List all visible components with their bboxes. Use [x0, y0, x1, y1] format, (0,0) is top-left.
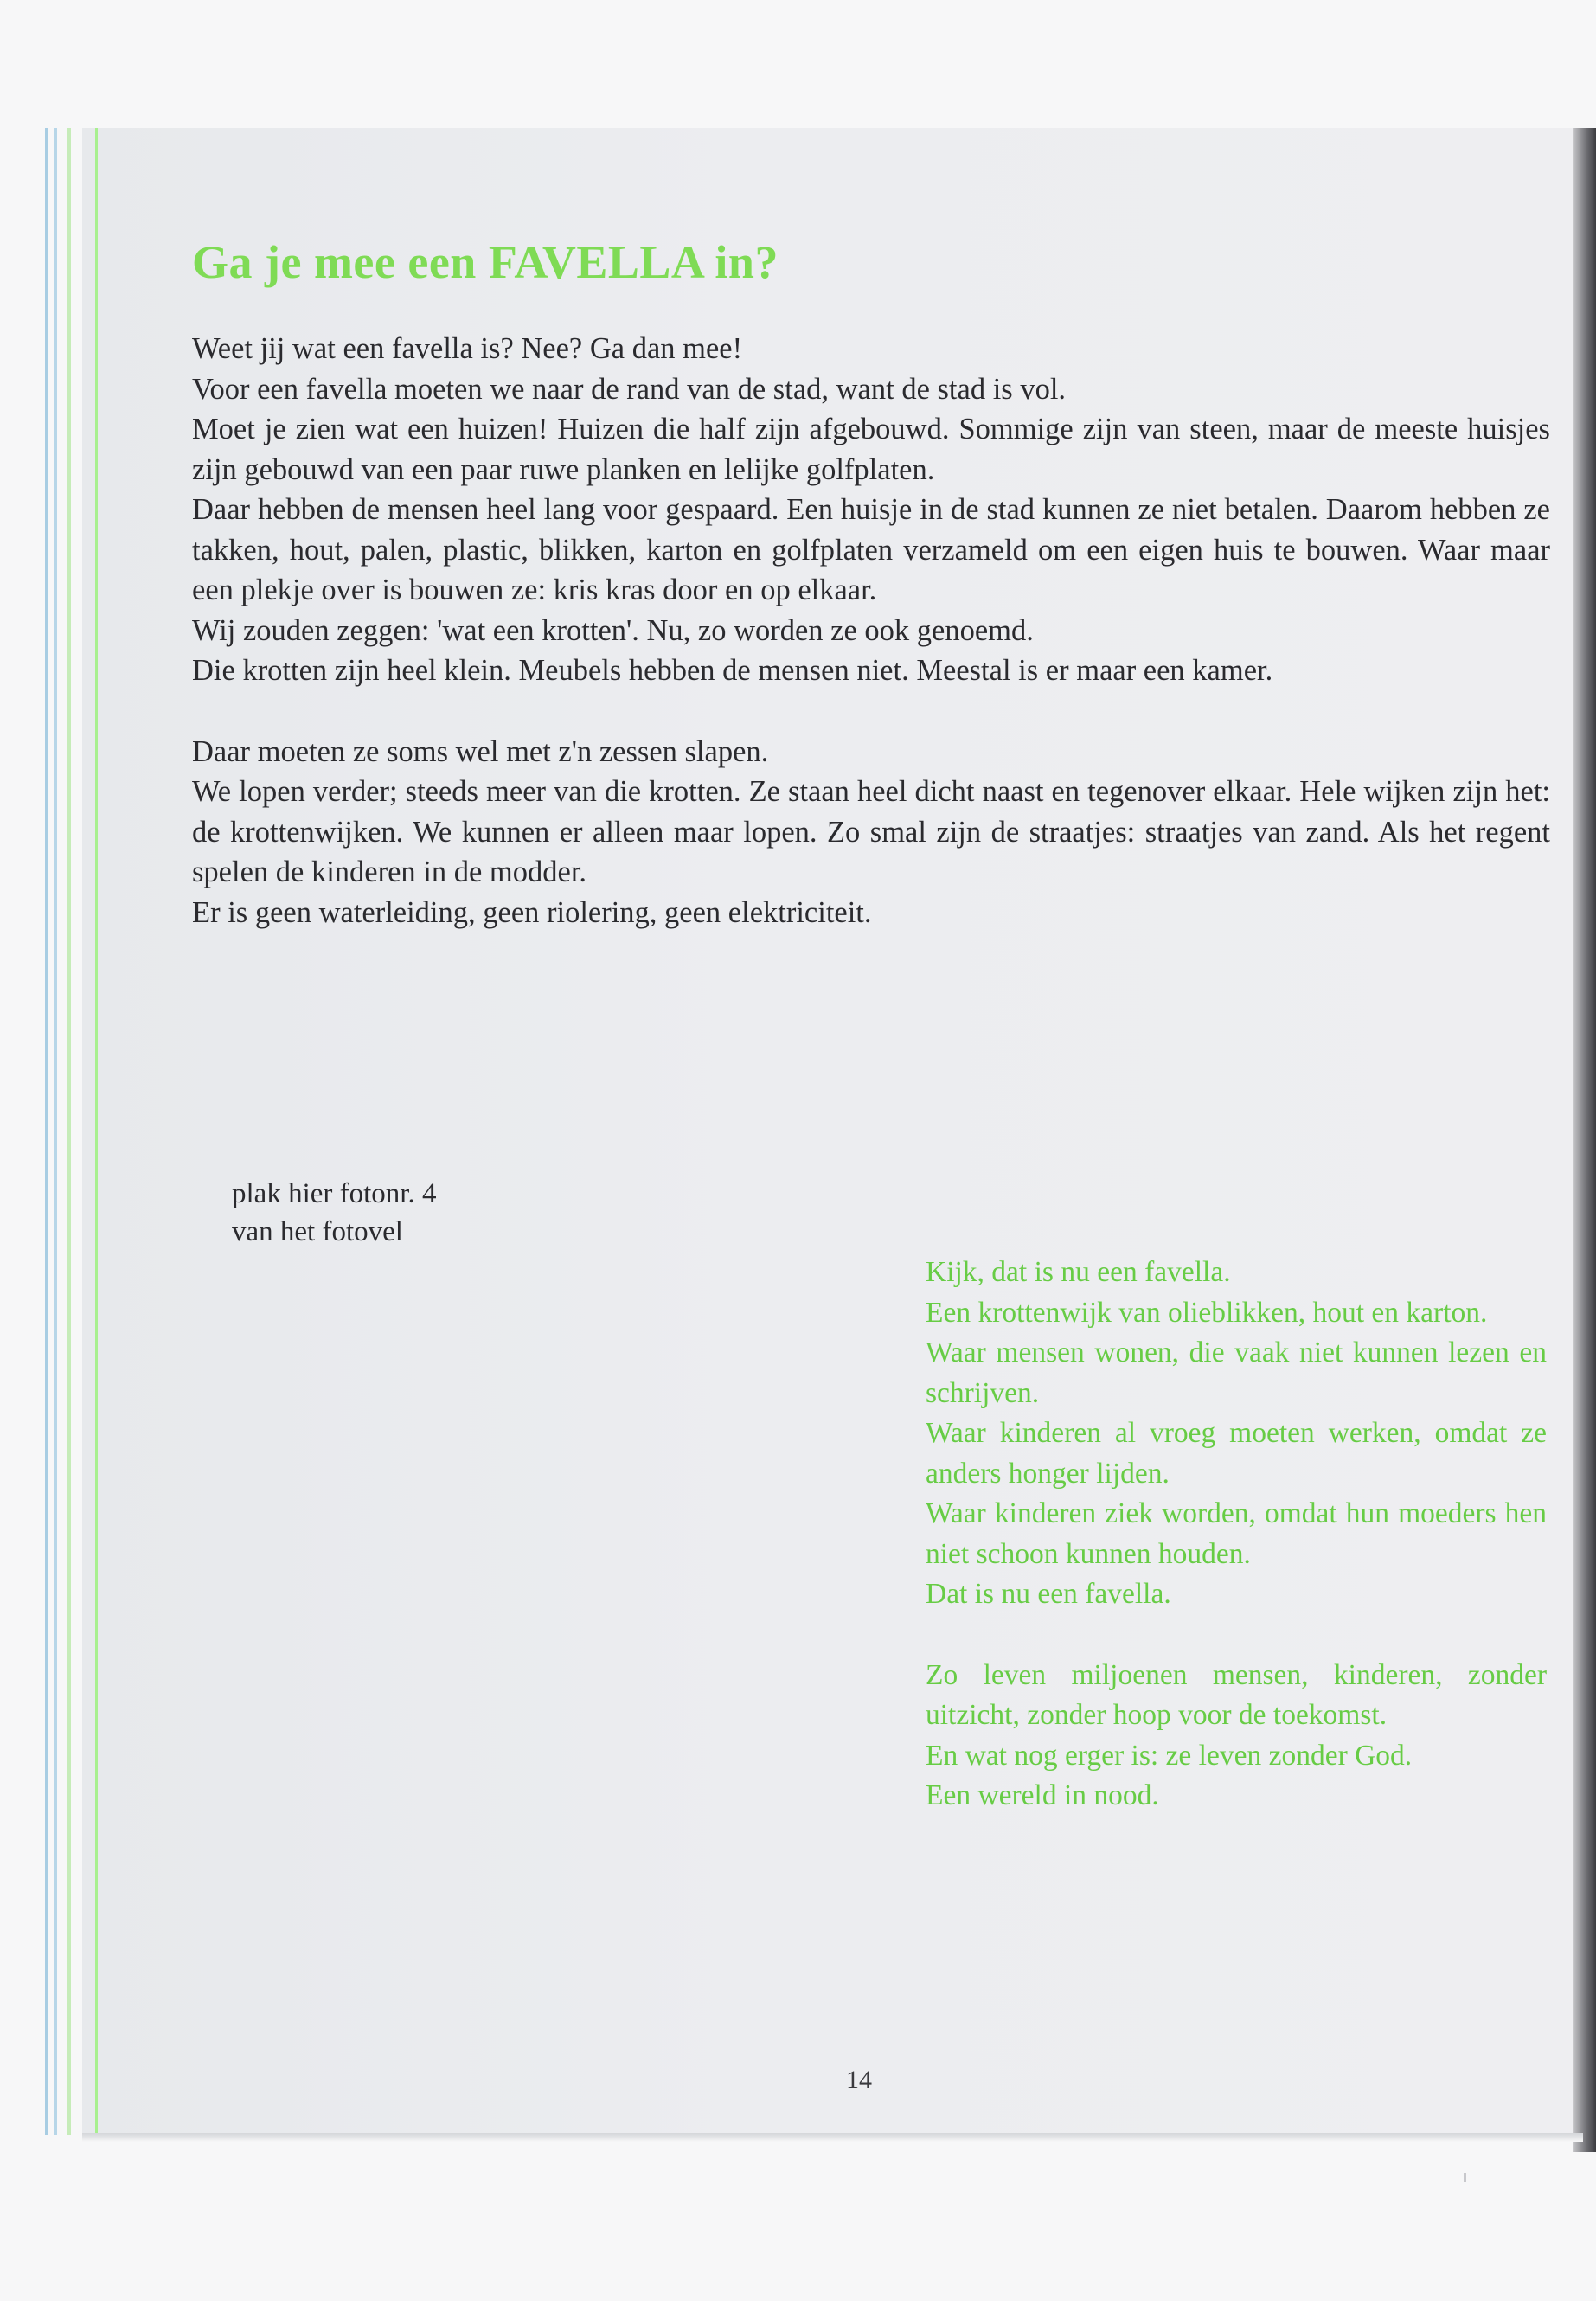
- page-number: 14: [846, 2066, 872, 2094]
- green-line: Waar kinderen al vroeg moeten werken, omdat ze anders honger lijden.: [926, 1417, 1547, 1490]
- green-line: Waar kinderen ziek worden, omdat hun moeders hen niet schoon kunnen houden.: [926, 1497, 1547, 1570]
- page-title: Ga je mee een FAVELLA in?: [192, 236, 779, 288]
- body-text: [192, 329, 1550, 933]
- green-line: En wat nog erger is: ze leven zonder God.: [926, 1739, 1413, 1772]
- green-line: Dat is nu een favella.: [926, 1578, 1171, 1610]
- green-text-block: [926, 1253, 1547, 1817]
- photo-placeholder-line: van het fotovel: [232, 1216, 403, 1247]
- green-line: Een krottenwijk van olieblikken, hout en karton.: [926, 1296, 1488, 1329]
- body-line: Daar moeten ze soms wel met z'n zessen slapen.: [192, 734, 769, 768]
- page-edge-green: [67, 128, 71, 2135]
- page-bottom-shadow: [82, 2133, 1583, 2142]
- body-line: Moet je zien wat een huizen! Huizen die half zijn afgebouwd. Sommige zijn van steen, maar de meeste huisjes zijn gebouwd van een paar ruwe planken en lelijke golfplaten.: [192, 413, 1550, 486]
- photo-placeholder-note: [232, 1175, 436, 1251]
- page-edge-lightblue: [54, 128, 57, 2135]
- scan-artifact: [1464, 2173, 1466, 2182]
- book-spine-shadow: [1573, 128, 1596, 2152]
- green-line: Een wereld in nood.: [926, 1779, 1159, 1811]
- body-line: Wij zouden zeggen: 'wat een krotten'. Nu, zo worden ze ook genoemd.: [192, 613, 1034, 647]
- body-line: Voor een favella moeten we naar de rand van de stad, want de stad is vol.: [192, 372, 1067, 406]
- body-line: We lopen verder; steeds meer van die krotten. Ze staan heel dicht naast en tegenover elkaar. Hele wijken zijn het: de krottenwijken. We kunnen er alleen maar lopen. Zo smal zijn de straatjes: straatjes van zand. Als het regent spelen de kinderen in de modder.: [192, 775, 1550, 888]
- green-line: Waar mensen wonen, die vaak niet kunnen lezen en schrijven.: [926, 1336, 1547, 1409]
- photo-placeholder-line: plak hier fotonr. 4: [232, 1178, 437, 1209]
- body-line: Daar hebben de mensen heel lang voor gespaard. Een huisje in de stad kunnen ze niet betalen. Daarom hebben ze takken, hout, palen, plastic, blikken, karton en golfplaten verzameld om een eigen huis te bouwen. Waar maar een plekje over is bouwen ze: kris kras door en op elkaar.: [192, 493, 1550, 606]
- body-line: Er is geen waterleiding, geen riolering, geen elektriciteit.: [192, 895, 872, 929]
- page-edge-bright-green: [95, 128, 98, 2135]
- green-line: Kijk, dat is nu een favella.: [926, 1256, 1231, 1288]
- stanza-gap: [926, 1615, 1547, 1656]
- green-line: Zo leven miljoenen mensen, kinderen, zonder uitzicht, zonder hoop voor de toekomst.: [926, 1658, 1547, 1731]
- paragraph-gap: [192, 691, 1550, 732]
- body-line: Weet jij wat een favella is? Nee? Ga dan mee!: [192, 332, 743, 365]
- body-line: Die krotten zijn heel klein. Meubels hebben de mensen niet. Meestal is er maar een kamer.: [192, 654, 1273, 687]
- page-edge-blue: [45, 128, 48, 2135]
